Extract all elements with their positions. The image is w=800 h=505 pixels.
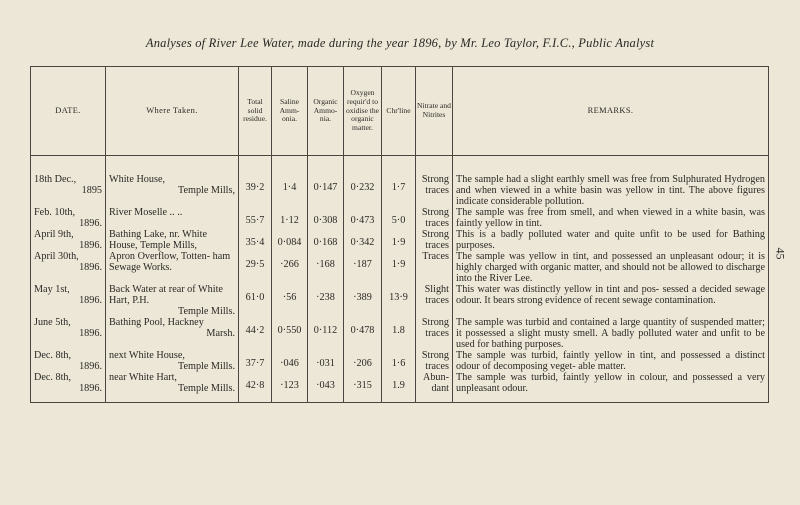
date-cell (31, 207, 106, 229)
oxygen-required-cell: 0·232 (344, 174, 382, 207)
header-saline-ammonia: Saline Amm- onia. (272, 67, 308, 156)
place-line: Back Water at rear of White Hart, P.H. (109, 284, 223, 307)
organic-ammonia-cell: 0·112 (308, 317, 344, 350)
total-solid-cell: 39·2 (239, 174, 272, 207)
where-taken-cell (106, 317, 239, 350)
place-line-2: Marsh. (206, 328, 235, 340)
where-taken-cell (106, 372, 239, 403)
remarks-cell: The sample had a slight earthly smell was free from Sulphurated Hydrogen and when viewed in a white basin was yellow in tint. The above figures indicate considerable pollution. (453, 174, 769, 207)
place-line: Bathing Pool, Hackney (109, 317, 204, 329)
page-number: 45 (773, 247, 788, 260)
chlorine-cell: 1·9 (382, 229, 416, 251)
analyses-table (30, 66, 769, 403)
place-line: Bathing Lake, nr. White House, Temple Mills, (109, 229, 207, 252)
chlorine-cell: 1.9 (382, 372, 416, 403)
saline-ammonia-cell: 0·550 (272, 317, 308, 350)
chlorine-cell: 1·7 (382, 174, 416, 207)
date-cell (31, 251, 106, 284)
oxygen-required-cell: 0·473 (344, 207, 382, 229)
table-row (31, 372, 769, 403)
oxygen-required-cell: ·187 (344, 251, 382, 284)
saline-ammonia-cell: ·123 (272, 372, 308, 403)
date-cell (31, 284, 106, 317)
table-spacer-row (31, 156, 769, 175)
remarks-cell: The sample was turbid, faintly yellow in colour, and possessed a very unpleasant odour. (453, 372, 769, 403)
place-line: River Moselle .. .. (109, 207, 183, 219)
saline-ammonia-cell: ·046 (272, 350, 308, 372)
organic-ammonia-cell: ·031 (308, 350, 344, 372)
saline-ammonia-cell: 1·4 (272, 174, 308, 207)
date-cell (31, 350, 106, 372)
saline-ammonia-cell: ·266 (272, 251, 308, 284)
total-solid-cell: 44·2 (239, 317, 272, 350)
year-line: 1896. (79, 361, 102, 373)
remarks-cell: The sample was turbid, faintly yellow in tint, and possessed a distinct odour of decomposing veget- able matter. (453, 350, 769, 372)
total-solid-cell: 42·8 (239, 372, 272, 403)
organic-ammonia-cell: 0·308 (308, 207, 344, 229)
place-line-2: Temple Mills. (177, 306, 235, 318)
date-line: 18th Dec., (34, 174, 77, 185)
page-title: Analyses of River Lee Water, made during the year 1896, by Mr. Leo Taylor, F.I.C., Public Analyst (145, 36, 655, 50)
remarks-cell: This is a badly polluted water and quite unfit to be used for Bathing purposes. (453, 229, 769, 251)
saline-ammonia-cell: 0·084 (272, 229, 308, 251)
total-solid-cell: 29·5 (239, 251, 272, 284)
total-solid-cell: 61·0 (239, 284, 272, 317)
date-line: May 1st, (34, 284, 70, 296)
nitrate-cell: Abun- dant (416, 372, 453, 403)
year-line: 1896. (79, 240, 102, 252)
date-cell (31, 317, 106, 350)
date-line: Feb. 10th, (34, 207, 76, 219)
nitrate-cell: Strong traces (416, 207, 453, 229)
where-taken-cell (106, 251, 239, 284)
place-line-2: Temple Mills. (177, 383, 235, 395)
header-date: DATE. (31, 67, 106, 156)
date-line: Dec. 8th, (34, 350, 72, 362)
where-taken-cell (106, 207, 239, 229)
organic-ammonia-cell: ·238 (308, 284, 344, 317)
place-line: White House, (109, 174, 166, 185)
chlorine-cell: 5·0 (382, 207, 416, 229)
oxygen-required-cell: ·389 (344, 284, 382, 317)
oxygen-required-cell: ·206 (344, 350, 382, 372)
chlorine-cell: 1.8 (382, 317, 416, 350)
header-total-solid: Total solid residue. (239, 67, 272, 156)
oxygen-required-cell: 0·478 (344, 317, 382, 350)
total-solid-cell: 35·4 (239, 229, 272, 251)
chlorine-cell: 1·9 (382, 251, 416, 284)
organic-ammonia-cell: 0·168 (308, 229, 344, 251)
nitrate-cell: Traces (416, 251, 453, 284)
total-solid-cell: 37·7 (239, 350, 272, 372)
year-line: 1896. (79, 262, 102, 274)
organic-ammonia-cell: ·168 (308, 251, 344, 284)
remarks-cell: The sample was turbid and contained a large quantity of suspended matter; it possessed a slight musty smell. A badly polluted water and unfit to be used for bathing purposes. (453, 317, 769, 350)
header-oxygen-required: Oxygen requir'd to oxidise the organic matter. (344, 67, 382, 156)
nitrate-cell: Strong traces (416, 229, 453, 251)
table-row (31, 350, 769, 372)
date-line: April 9th, (34, 229, 74, 241)
nitrate-cell: Strong traces (416, 350, 453, 372)
year-line: 1895 (81, 185, 102, 197)
oxygen-required-cell: 0·342 (344, 229, 382, 251)
where-taken-cell (106, 229, 239, 251)
date-cell (31, 372, 106, 403)
nitrate-cell: Slight traces (416, 284, 453, 317)
table-row (31, 207, 769, 229)
table-row (31, 284, 769, 317)
chlorine-cell: 13·9 (382, 284, 416, 317)
remarks-cell: The sample was free from smell, and when viewed in a white basin, was faintly yellow in tint. (453, 207, 769, 229)
total-solid-cell: 55·7 (239, 207, 272, 229)
oxygen-required-cell: ·315 (344, 372, 382, 403)
year-line: 1896. (79, 328, 102, 340)
where-taken-cell (106, 174, 239, 207)
table-header-row (31, 67, 769, 156)
header-organic-ammonia: Organic Ammo- nia. (308, 67, 344, 156)
organic-ammonia-cell: ·043 (308, 372, 344, 403)
place-line: Apron Overflow, Totten- ham Sewage Works. (109, 251, 231, 274)
remarks-cell: The sample was yellow in tint, and possessed an unpleasant odour; it is highly charged with organic matter, and should not be allowed to discharge into the River Lee. (453, 251, 769, 284)
place-line-2: Temple Mills, (177, 185, 235, 197)
year-line: 1896. (79, 295, 102, 307)
table-row (31, 251, 769, 284)
date-line: April 30th, (34, 251, 79, 263)
date-line: June 5th, (34, 317, 71, 329)
table-row (31, 229, 769, 251)
date-cell (31, 174, 106, 207)
year-line: 1896. (79, 383, 102, 395)
header-chlorine: Chr'line (382, 67, 416, 156)
organic-ammonia-cell: 0·147 (308, 174, 344, 207)
table-row (31, 174, 769, 207)
saline-ammonia-cell: ·56 (272, 284, 308, 317)
where-taken-cell (106, 284, 239, 317)
date-cell (31, 229, 106, 251)
where-taken-cell (106, 350, 239, 372)
date-line: Dec. 8th, (34, 372, 72, 384)
header-where-taken: Where Taken. (106, 67, 239, 156)
header-remarks: REMARKS. (453, 67, 769, 156)
chlorine-cell: 1·6 (382, 350, 416, 372)
place-line: near White Hart, (109, 372, 177, 384)
nitrate-cell: Strong traces (416, 317, 453, 350)
place-line-2: Temple Mills. (177, 361, 235, 373)
saline-ammonia-cell: 1·12 (272, 207, 308, 229)
place-line: next White House, (109, 350, 185, 362)
table-body (31, 156, 769, 403)
nitrate-cell: Strong traces (416, 174, 453, 207)
year-line: 1896. (79, 218, 102, 230)
remarks-cell: This water was distinctly yellow in tint and pos- sessed a decided sewage odour. It bears strong evidence of recent sewage contamination. (453, 284, 769, 317)
table-row (31, 317, 769, 350)
header-nitrate: Nitrate and Nitrites (416, 67, 453, 156)
